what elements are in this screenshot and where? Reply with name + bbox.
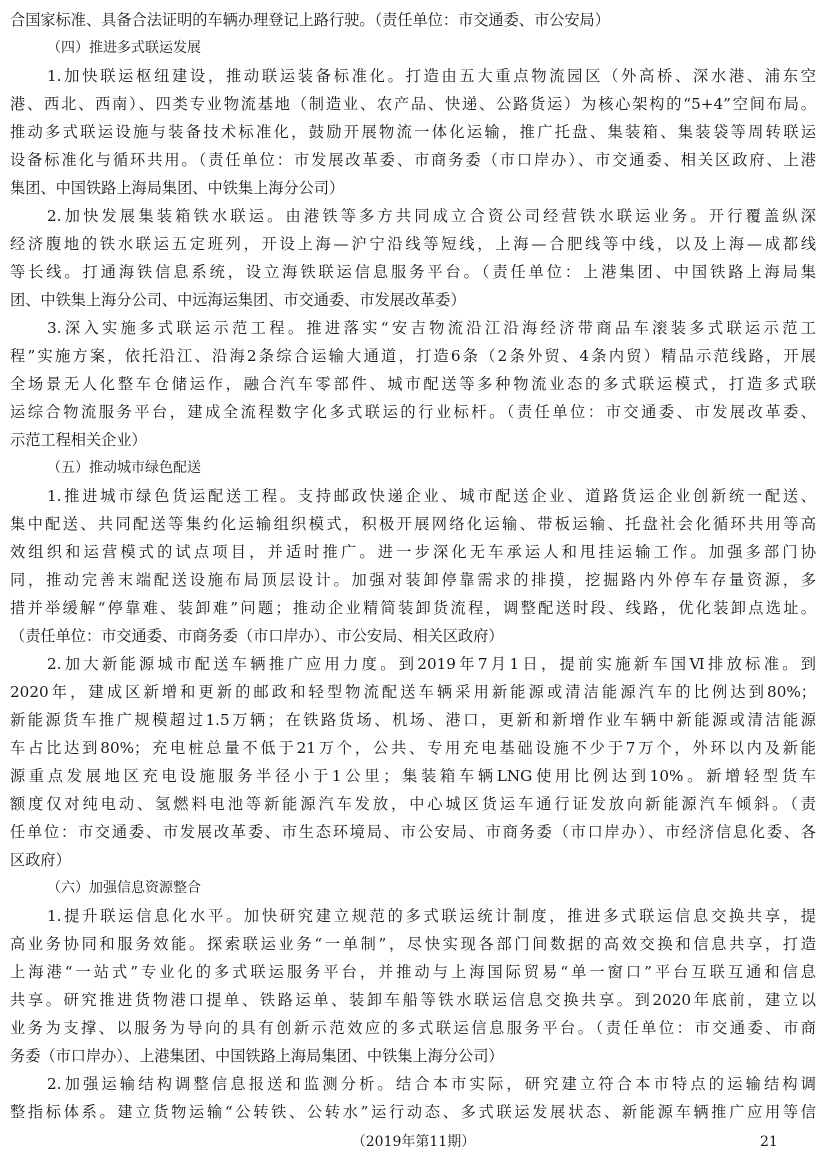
text-line: 区政府） xyxy=(10,851,71,869)
text-line: 等长线。打通海铁信息系统，设立海铁联运信息服务平台。（责任单位：上港集团、中国铁路上海局集 xyxy=(10,263,816,281)
text-line: 经济腹地的铁水联运五定班列，开设上海—沪宁沿线等短线，上海—合肥线等中线，以及上海—成都线 xyxy=(10,235,816,253)
text-line: 高业务协同和服务效能。探索联运业务“一单制”，尽快实现各部门间数据的高效交换和信息共享，打造 xyxy=(10,935,816,953)
text-line: 团、中铁集上海分公司、中远海运集团、市交通委、市发展改革委） xyxy=(10,291,466,309)
text-line: 效组织和运营模式的试点项目，并适时推广。进一步深化无车承运人和甩挂运输工作。加强多部门协 xyxy=(10,543,816,561)
text-line: （责任单位：市交通委、市商务委（市口岸办）、市公安局、相关区政府） xyxy=(10,627,504,645)
text-line: 运综合物流服务平台，建成全流程数字化多式联运的行业标杆。（责任单位：市交通委、市发展改革委、 xyxy=(10,403,816,421)
text-line: 合国家标准、具备合法证明的车辆办理登记上路行驶。（责任单位：市交通委、市公安局） xyxy=(10,11,610,29)
text-line: 整指标体系。建立货物运输“公转铁、公转水”运行动态、多式联运发展状态、新能源车辆推广应用等信 xyxy=(10,1103,816,1121)
text-line: 任单位：市交通委、市发展改革委、市生态环境局、市公安局、市商务委（市口岸办）、市经济信息化委、各 xyxy=(10,823,816,841)
text-line: 程”实施方案，依托沿江、沿海2条综合运输大通道，打造6条（2条外贸、4条内贸）精品示范线路，开展 xyxy=(10,347,816,365)
text-line: 推动多式联运设施与装备技术标准化，鼓励开展物流一体化运输，推广托盘、集装箱、集装袋等周转联运 xyxy=(10,123,816,141)
text-line: 1.推进城市绿色货运配送工程。支持邮政快递企业、城市配送企业、道路货运企业创新统一配送、 xyxy=(47,487,816,505)
text-line: 业务为支撑、以服务为导向的具有创新示范效应的多式联运信息服务平台。（责任单位：市交通委、市商 xyxy=(10,1019,816,1037)
text-line: 2.加强运输结构调整信息报送和监测分析。结合本市实际，研究建立符合本市特点的运输结构调 xyxy=(47,1075,816,1093)
text-line: 新能源货车推广规模超过1.5万辆；在铁路货场、机场、港口，更新和新增作业车辆中新能源或清洁能源 xyxy=(10,711,816,729)
text-line: 2020年，建成区新增和更新的邮政和轻型物流配送车辆采用新能源或清洁能源汽车的比例达到80%； xyxy=(10,683,816,701)
text-line: 全场景无人化整车仓储运作，融合汽车零部件、城市配送等多种物流业态的多式联运模式，打造多式联 xyxy=(10,375,816,393)
text-line: 务委（市口岸办）、上港集团、中国铁路上海局集团、中铁集上海分公司） xyxy=(10,1047,504,1065)
section-heading-4: （四）推进多式联运发展 xyxy=(47,40,201,56)
text-line: 集中配送、共同配送等集约化运输组织模式，积极开展网络化运输、带板运输、托盘社会化循环共用等高 xyxy=(10,515,816,533)
text-line: 共享。研究推进货物港口提单、铁路运单、装卸车船等铁水联运信息交换共享。到2020年底前，建立以 xyxy=(10,991,816,1009)
text-line: 设备标准化与循环共用。（责任单位：市发展改革委、市商务委（市口岸办）、市交通委、相关区政府、上港 xyxy=(10,151,816,169)
text-line: 车占比达到80%；充电桩总量不低于21万个，公共、专用充电基础设施不少于7万个，外环以内及新能 xyxy=(10,739,816,757)
text-line: 1.加快联运枢纽建设，推动联运装备标准化。打造由五大重点物流园区（外高桥、深水港、浦东空 xyxy=(47,67,816,85)
section-heading-6: （六）加强信息资源整合 xyxy=(47,880,201,896)
text-line: 港、西北、西南）、四类专业物流基地（制造业、农产品、快递、公路货运）为核心架构的“5+4”空间布局。 xyxy=(10,95,816,113)
section-heading-5: （五）推动城市绿色配送 xyxy=(47,460,201,476)
text-line: 1.提升联运信息化水平。加快研究建立规范的多式联运统计制度，推进多式联运信息交换共享，提 xyxy=(47,907,816,925)
page-number: 21 xyxy=(760,1134,778,1150)
text-line: 额度仅对纯电动、氢燃料电池等新能源汽车发放，中心城区货运车通行证发放向新能源汽车倾斜。（责 xyxy=(10,795,816,813)
text-line: 措并举缓解“停靠难、装卸难”问题；推动企业精简装卸货流程，调整配送时段、线路，优化装卸点选址。 xyxy=(10,599,816,617)
text-line: 集团、中国铁路上海局集团、中铁集上海分公司） xyxy=(10,179,345,197)
text-line: 2.加快发展集装箱铁水联运。由港铁等多方共同成立合资公司经营铁水联运业务。开行覆盖纵深 xyxy=(47,207,816,225)
text-line: 上海港“一站式”专业化的多式联运服务平台，并推动与上海国际贸易“单一窗口”平台互联互通和信息 xyxy=(10,963,816,981)
issue-label: （2019年第11期） xyxy=(351,1134,476,1150)
text-line: 示范工程相关企业） xyxy=(10,431,147,449)
text-line: 3.深入实施多式联运示范工程。推进落实“安吉物流沿江沿海经济带商品车滚装多式联运示范工 xyxy=(47,319,816,337)
text-line: 2.加大新能源城市配送车辆推广应用力度。到2019年7月1日，提前实施新车国Ⅵ排放标准。到 xyxy=(47,655,816,673)
text-line: 同，推动完善末端配送设施布局顶层设计。加强对装卸停靠需求的排摸，挖掘路内外停车存量资源，多 xyxy=(10,571,816,589)
text-line: 源重点发展地区充电设施服务半径小于1公里；集装箱车辆LNG使用比例达到10%。新增轻型货车 xyxy=(10,767,816,785)
